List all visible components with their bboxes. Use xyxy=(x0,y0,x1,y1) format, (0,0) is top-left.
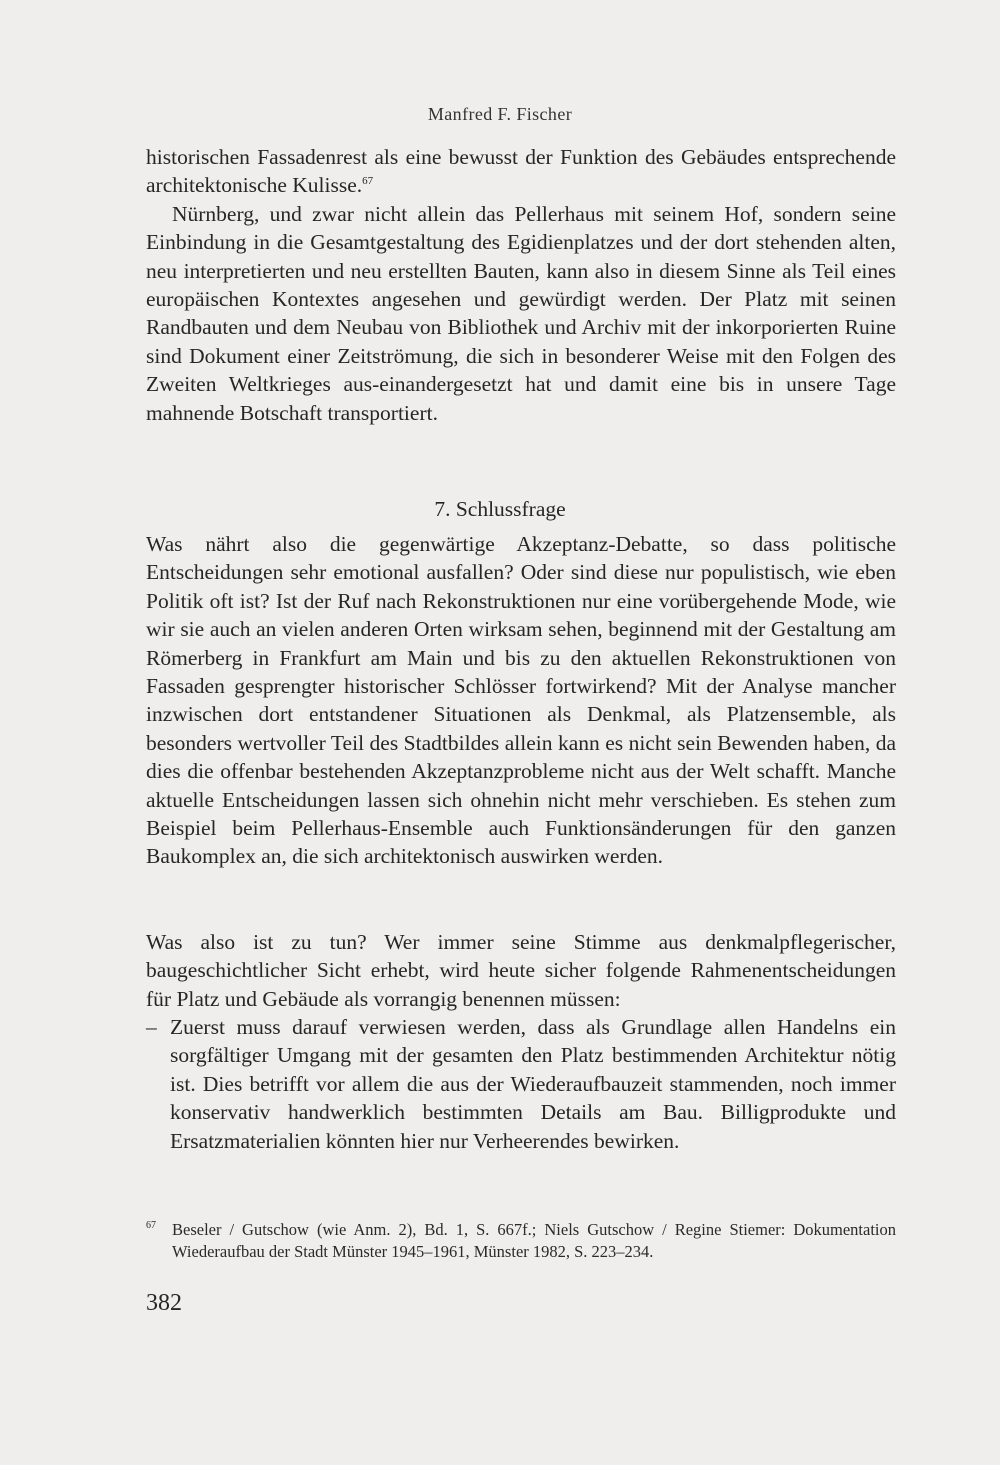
main-text-block-3 xyxy=(146,928,896,1013)
list-item xyxy=(146,1013,896,1155)
running-head: Manfred F. Fischer xyxy=(427,104,573,124)
paragraph-was-tun: Was also ist zu tun? Wer immer seine Stimme aus denkmalpflegerischer, baugeschichtlicher Sicht erhebt, wird heute sicher folgende Rahmenentscheidungen für Platz und Gebäude als vorrangig benennen müssen: xyxy=(146,930,896,1011)
paragraph-continued xyxy=(146,143,896,200)
paragraph-1-text: historischen Fassadenrest als eine bewusst der Funktion des Gebäudes entsprechende architektonische Kulisse. xyxy=(146,145,896,198)
main-text-block-1 xyxy=(146,143,896,427)
list-item-text: Zuerst muss darauf verwiesen werden, dass als Grundlage allen Handelns ein sorgfältiger Umgang mit der gesamten den Platz bestimmenden Architektur nötig ist. Dies betrifft vor allem die aus der Wiederaufbauzeit stammenden, noch immer konservativ handwerklich bestimmten Details am Bau. Billigprodukte und Ersatzmaterialien könnten hier nur Verheerendes bewirken. xyxy=(170,1015,896,1153)
footnote xyxy=(146,1219,896,1263)
footnote-number: 67 xyxy=(146,1220,156,1231)
footnote-reference[interactable]: 67 xyxy=(362,175,374,188)
footnote-text: Beseler / Gutschow (wie Anm. 2), Bd. 1, S. 667f.; Niels Gutschow / Regine Stiemer: Dokumentation Wiederaufbau der Stadt Münster 1945–1961, Münster 1982, S. 223–234. xyxy=(172,1220,896,1261)
paragraph-schlussfrage: Was nährt also die gegenwärtige Akzeptanz-Debatte, so dass politische Entscheidungen sehr emotional ausfallen? Oder sind diese nur populistisch, wie eben Politik oft ist? Ist der Ruf nach Rekonstruktionen nur eine vorübergehende Mode, wie wir sie auch an vielen anderen Orten wirksam sehen, beginnend mit der Gestaltung am Römerberg in Frankfurt am Main und bis zu den aktuellen Rekonstruktionen von Fassaden gesprengter historischer Schlösser fortwirkend? Mit der Analyse mancher inzwischen dort entstandener Situationen als Denkmal, als Platzensemble, als besonders wertvoller Teil des Stadtbildes allein kann es nicht sein Bewenden haben, da dies die offenbar bestehenden Akzeptanzprobleme nicht aus der Welt schafft. Manche aktuelle Entscheidungen lassen sich ohnehin nicht mehr verschieben. Es stehen zum Beispiel beim Pellerhaus-Ensemble auch Funktionsänderungen für den ganzen Baukomplex an, die sich architektonisch auswirken werden. xyxy=(146,532,896,869)
section-heading: 7. Schlussfrage xyxy=(434,497,566,521)
paragraph-nuernberg: Nürnberg, und zwar nicht allein das Pellerhaus mit seinem Hof, sondern seine Einbindung in die Gesamtgestaltung des Egidienplatzes und der dort stehenden alten, neu interpretierten und neu erstellten Bauten, kann also in diesem Sinne als Teil eines europäischen Kontextes angesehen und gewürdigt werden. Der Platz mit seinen Randbauten und dem Neubau von Bibliothek und Archiv mit der inkorporierten Ruine sind Dokument einer Zeitströmung, die sich in besonderer Weise mit den Folgen des Zweiten Weltkrieges aus-einandergesetzt hat und damit eine bis in unsere Tage mahnende Botschaft transportiert. xyxy=(146,201,896,425)
page-number: 382 xyxy=(146,1290,182,1316)
list-dash: – xyxy=(146,1015,157,1039)
main-text-block-2 xyxy=(146,530,896,871)
